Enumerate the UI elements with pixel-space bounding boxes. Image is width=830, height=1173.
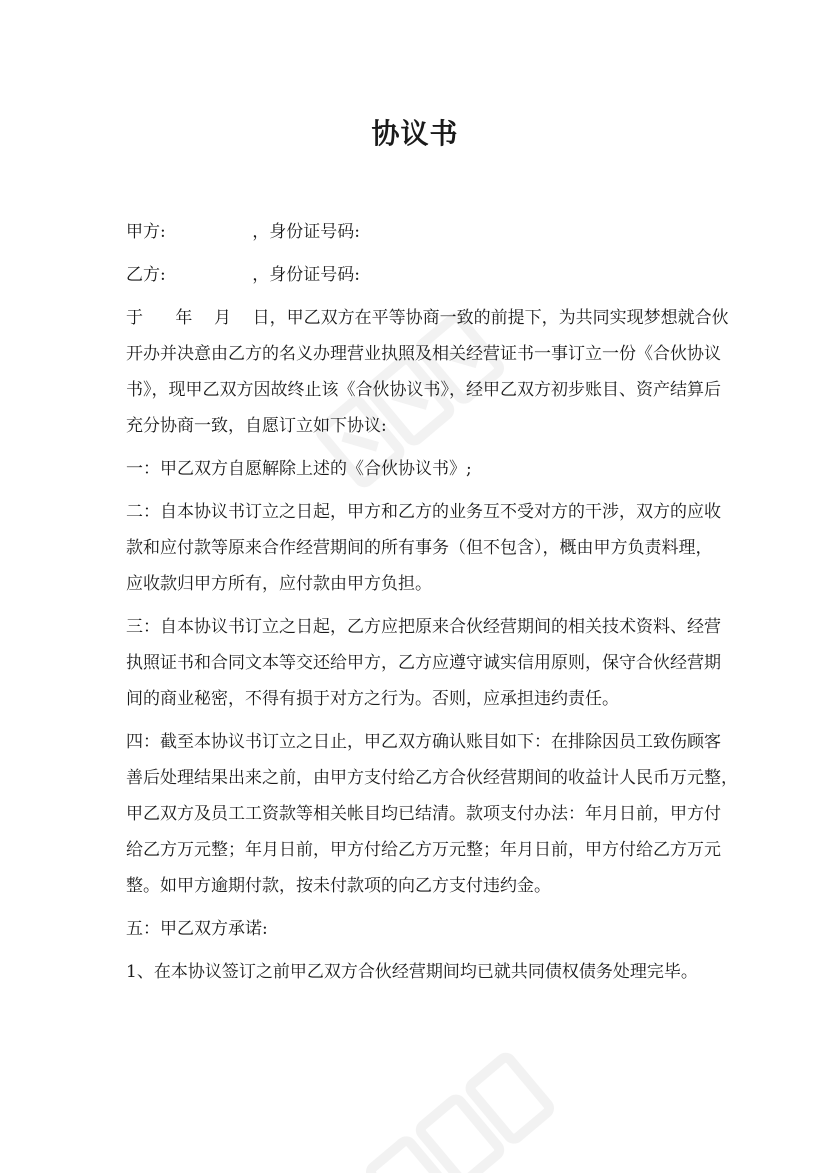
intro-line: 开办并决意由乙方的名义办理营业执照及相关经营证书一事订立一份《合伙协议: [126, 344, 721, 364]
clause-line: 款和应付款等原来合作经营期间的所有事务（但不包含），概由甲方负责料理，: [126, 538, 713, 558]
item-1: [126, 954, 710, 990]
clause-line: 给乙方万元整；年月日前，甲方付给乙方万元整；年月日前，甲方付给乙方万元: [126, 840, 721, 860]
clause-line: 甲乙双方及员工工资款等相关帐目均已结清。款项支付办法：年月日前，甲方付: [126, 804, 721, 824]
clause-4: [126, 724, 738, 904]
clause-line: 执照证书和合同文本等交还给甲方，乙方应遵守诚实信用原则，保守合伙经营期: [126, 653, 721, 673]
intro-line: 书》，现甲乙双方因故终止该《合伙协议书》，经甲乙双方初步账目、资产结算后: [126, 380, 721, 400]
clause-line: 五：甲乙双方承诺:: [126, 919, 268, 939]
clause-line: 善后处理结果出来之前，由甲方支付给乙方合伙经营期间的收益计人民币万元整，: [126, 768, 738, 788]
clause-line: 三：自本协议书订立之日起，乙方应把原来合伙经营期间的相关技术资料、经营: [126, 617, 721, 637]
clause-5: [126, 911, 710, 947]
document-body: [126, 214, 738, 997]
clause-line: 间的商业秘密，不得有损于对方之行为。否则，应承担违约责任。: [126, 689, 619, 709]
clause-line: 四：截至本协议书订立之日止，甲乙双方确认账目如下：在排除因员工致伤顾客: [126, 732, 721, 752]
intro-line: 充分协商一致，自愿订立如下协议:: [126, 416, 387, 436]
party-a-line: 甲方: ，身份证号码:: [126, 222, 360, 242]
document-title: 协议书: [371, 117, 459, 150]
clause-1: [126, 451, 710, 487]
intro-line: 于 年 月 日，甲乙双方在平等协商一致的前提下，为共同实现梦想就合伙: [126, 308, 729, 328]
clause-3: [126, 609, 721, 717]
item-line: 1、在本协议签订之前甲乙双方合伙经营期间均已就共同债权债务处理完毕。: [126, 962, 698, 982]
clause-line: 二：自本协议书订立之日起，甲方和乙方的业务互不受对方的干涉，双方的应收: [126, 502, 721, 522]
clause-line: 应收款归甲方所有，应付款由甲方负担。: [126, 574, 432, 594]
watermark-icon: [330, 1010, 590, 1173]
party-b-line: 乙方: ，身份证号码:: [126, 265, 360, 285]
clause-2: [126, 494, 721, 602]
clause-line: 一：甲乙双方自愿解除上述的《合伙协议书》;: [126, 459, 472, 479]
intro-paragraph: [126, 300, 729, 444]
clause-line: 整。如甲方逾期付款，按未付款项的向乙方支付违约金。: [126, 876, 551, 896]
